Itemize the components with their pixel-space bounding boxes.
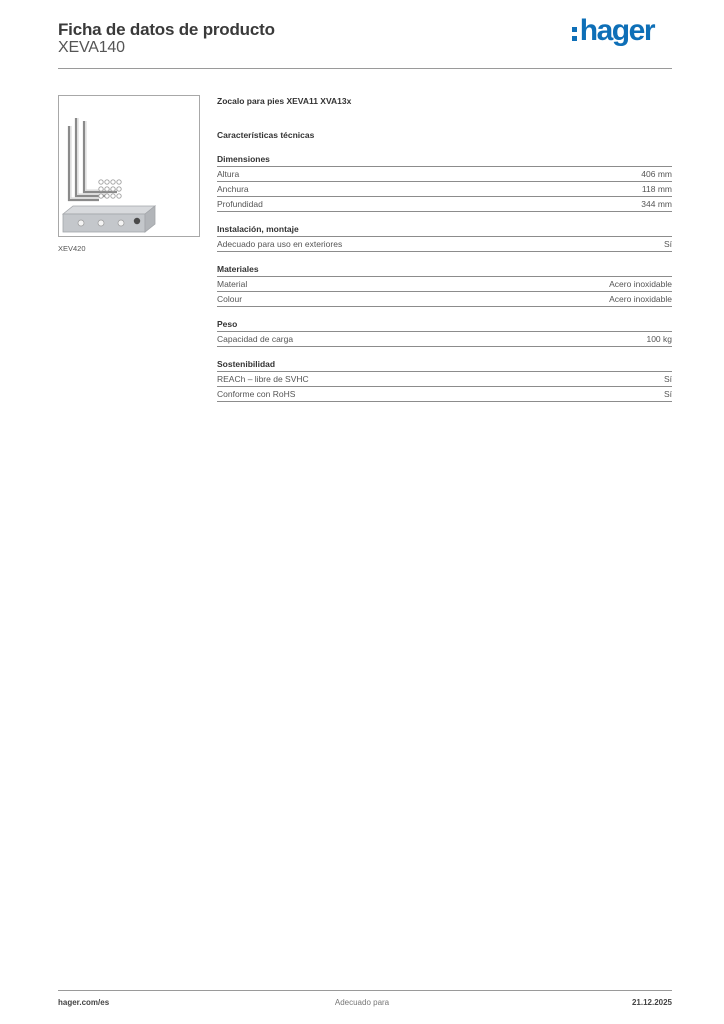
page-title: Ficha de datos de producto [58,20,275,39]
specifications [217,94,672,402]
footer-website-link[interactable]: hager.com/es [58,998,110,1007]
image-caption: XEV420 [58,244,86,253]
section-sostenibilidad [217,357,672,402]
spec-row [217,237,672,252]
spec-row [217,197,672,212]
product-illustration-icon [59,96,199,236]
spec-row [217,292,672,307]
spec-value: 406 mm [641,169,672,179]
spec-value: Sí [663,374,672,384]
spec-value: Sí [663,389,672,399]
product-code: XEVA140 [58,39,125,56]
spec-value: Acero inoxidable [609,279,672,289]
header-divider [58,68,672,69]
spec-value: Sí [663,239,672,249]
section-materiales [217,262,672,307]
spec-value: 100 kg [646,334,672,344]
section-peso [217,317,672,347]
section-dimensiones [217,152,672,212]
footer-center-text: Adecuado para [334,998,390,1007]
section-title: Materiales [217,262,672,277]
logo-wordmark: hager [579,14,654,47]
tech-heading: Características técnicas [217,130,315,140]
spec-label: Material [217,279,248,289]
spec-row [217,182,672,197]
section-title: Dimensiones [217,152,672,167]
section-instalacion [217,222,672,252]
hager-logo [572,14,654,48]
section-title: Peso [217,317,672,332]
spec-label: REACh – libre de SVHC [217,374,309,384]
footer-date: 21.12.2025 [631,998,672,1007]
logo-dots-icon [572,27,577,41]
section-title: Instalación, montaje [217,222,672,237]
spec-value: 344 mm [641,199,672,209]
footer-divider [58,990,672,991]
spec-label: Conforme con RoHS [217,389,296,399]
spec-row [217,387,672,402]
spec-label: Altura [217,169,240,179]
spec-label: Anchura [217,184,249,194]
spec-value: 118 mm [641,184,672,194]
product-name: Zocalo para pies XEVA11 XVA13x [217,96,352,106]
spec-label: Colour [217,294,243,304]
product-image [58,95,200,237]
spec-label: Capacidad de carga [217,334,294,344]
spec-row [217,332,672,347]
spec-row [217,277,672,292]
section-title: Sostenibilidad [217,357,672,372]
spec-label: Adecuado para uso en exteriores [217,239,343,249]
spec-label: Profundidad [217,199,263,209]
spec-value: Acero inoxidable [609,294,672,304]
spec-row [217,167,672,182]
spec-row [217,372,672,387]
